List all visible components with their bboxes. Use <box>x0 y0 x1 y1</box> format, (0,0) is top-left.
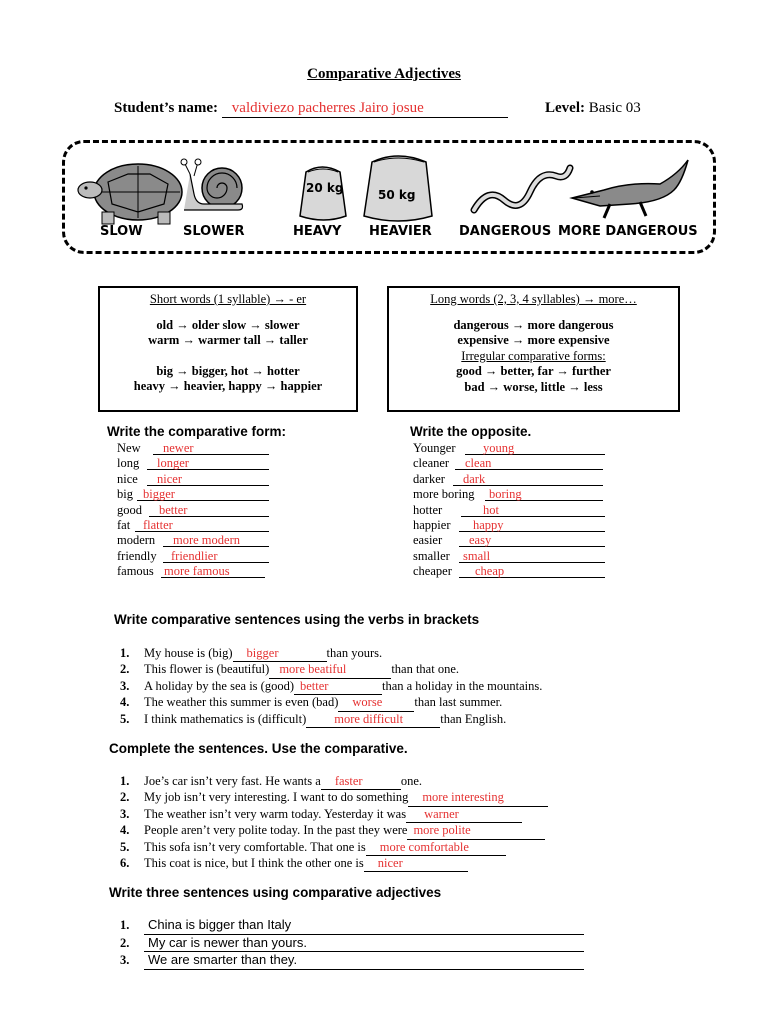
list-item: modern more modern <box>117 533 269 548</box>
long-words-box <box>387 286 680 412</box>
list-item: nice nicer <box>117 472 269 487</box>
long-rule-line: expensive → more expensive <box>457 333 610 347</box>
list-item: 6. This coat is nice, but I think the other one is nicer <box>120 856 548 872</box>
picture-label-dangerous: DANGEROUS <box>459 224 552 239</box>
short-words-box <box>98 286 358 412</box>
picture-label-heavy: HEAVY <box>293 224 342 239</box>
short-words-heading: Short words (1 syllable) → - er <box>149 292 307 306</box>
comparative-list <box>117 441 269 580</box>
list-item: 5. I think mathematics is (difficult) more difficult than English. <box>120 712 542 728</box>
level-line <box>545 100 641 117</box>
answer-field[interactable]: longer <box>147 456 269 470</box>
answer-field[interactable]: easy <box>459 533 605 547</box>
picture-label-slow: SLOW <box>100 224 143 239</box>
turtle-icon <box>78 164 182 224</box>
list-item: 1. Joe’s car isn’t very fast. He wants a faster one. <box>120 774 548 790</box>
student-name-label: Student’s name <box>114 100 214 116</box>
answer-field[interactable]: better <box>149 503 269 517</box>
list-item: long longer <box>117 456 269 471</box>
answer-field[interactable]: more famous <box>161 564 265 578</box>
answer-field[interactable]: small <box>459 549 605 563</box>
list-item: big bigger <box>117 487 269 502</box>
short-rule-line: big → bigger, hot → hotter <box>156 363 300 378</box>
crocodile-icon <box>572 160 688 218</box>
long-rule-line: dangerous → more dangerous <box>453 317 614 332</box>
answer-field[interactable]: more interesting <box>408 790 548 806</box>
list-item: easier easy <box>413 533 605 548</box>
list-item: fat flatter <box>117 518 269 533</box>
answer-field[interactable]: clean <box>455 456 603 470</box>
level-value: Basic 03 <box>588 100 641 116</box>
answer-field[interactable]: more beatiful <box>269 662 391 678</box>
picture-strip-illustrations <box>70 148 706 226</box>
sentence-field[interactable]: We are smarter than they. <box>144 952 584 970</box>
student-name-value[interactable]: valdiviezo pacherres Jairo josue <box>222 100 508 118</box>
small-bag-label: 20 kg <box>306 181 344 195</box>
list-item: cheaper cheap <box>413 564 605 579</box>
answer-field[interactable]: nicer <box>147 472 269 486</box>
complete-list <box>120 774 548 872</box>
list-item: 5. This sofa isn’t very comfortable. That one is more comfortable <box>120 840 548 856</box>
snail-icon <box>181 159 243 210</box>
irregular-heading: Irregular comparative forms: <box>461 348 606 363</box>
picture-label-heavier: HEAVIER <box>369 224 432 239</box>
level-label: Level: <box>545 100 585 116</box>
snake-icon <box>474 168 570 210</box>
answer-field[interactable]: more comfortable <box>366 840 506 856</box>
answer-field[interactable]: bigger <box>137 487 269 501</box>
list-item: Younger young <box>413 441 605 456</box>
list-item: 2. This flower is (beautiful) more beatiful than that one. <box>120 662 542 678</box>
short-rule-line: old → older slow → slower <box>156 317 300 332</box>
list-item: smaller small <box>413 549 605 564</box>
answer-field[interactable]: bigger <box>233 646 327 662</box>
answer-field[interactable]: hot <box>461 503 605 517</box>
answer-field[interactable]: cheap <box>459 564 605 578</box>
answer-field[interactable]: more difficult <box>306 712 440 728</box>
complete-heading: Complete the sentences. Use the comparative. <box>109 741 408 756</box>
answer-field[interactable]: worse <box>338 695 414 711</box>
brackets-list <box>120 646 542 728</box>
short-rule-line: warm → warmer tall → taller <box>148 333 308 347</box>
irregular-line: bad → worse, little → less <box>464 379 603 394</box>
list-item: darker dark <box>413 472 605 487</box>
big-bag-label: 50 kg <box>378 188 416 202</box>
list-item: hotter hot <box>413 503 605 518</box>
three-sentences-heading: Write three sentences using comparative adjectives <box>109 885 442 900</box>
answer-field[interactable]: flatter <box>135 518 269 532</box>
list-item: 1. My house is (big) bigger than yours. <box>120 646 542 662</box>
answer-field[interactable]: boring <box>485 487 603 501</box>
page-title: Comparative Adjectives <box>307 66 461 82</box>
answer-field[interactable]: young <box>465 441 605 455</box>
picture-label-slower: SLOWER <box>183 224 245 239</box>
answer-field[interactable]: friendlier <box>163 549 269 563</box>
list-item: cleaner clean <box>413 456 605 471</box>
list-item: famous more famous <box>117 564 269 579</box>
answer-field[interactable]: happy <box>459 518 605 532</box>
sentence-field[interactable]: My car is newer than yours. <box>144 935 584 953</box>
answer-field[interactable]: more modern <box>163 533 269 547</box>
opposite-heading: Write the opposite. <box>410 424 532 439</box>
long-words-heading: Long words (2, 3, 4 syllables) → more… <box>430 292 637 306</box>
answer-field[interactable]: newer <box>153 441 269 455</box>
sentence-field[interactable]: China is bigger than Italy <box>144 917 584 935</box>
list-item: 3. A holiday by the sea is (good) better than a holiday in the mountains. <box>120 679 542 695</box>
list-item: 1. China is bigger than Italy <box>120 917 584 935</box>
student-name-line: Student’s name: valdiviezo pacherres Jairo josue <box>114 100 508 118</box>
list-item: 3. The weather isn’t very warm today. Yesterday it was warner <box>120 807 548 823</box>
three-sentences-list <box>120 917 584 970</box>
brackets-heading: Write comparative sentences using the verbs in brackets <box>114 612 480 627</box>
answer-field[interactable]: nicer <box>364 856 468 872</box>
list-item: 2. My car is newer than yours. <box>120 935 584 953</box>
opposite-list <box>413 441 605 580</box>
list-item: New newer <box>117 441 269 456</box>
irregular-line: good → better, far → further <box>456 364 611 378</box>
list-item: happier happy <box>413 518 605 533</box>
short-rule-line: heavy → heavier, happy → happier <box>133 379 323 393</box>
list-item: 4. People aren’t very polite today. In the past they were more polite <box>120 823 548 839</box>
list-item: 3. We are smarter than they. <box>120 952 584 970</box>
answer-field[interactable]: better <box>294 679 382 695</box>
answer-field[interactable]: faster <box>321 774 401 790</box>
answer-field[interactable]: warner <box>406 807 522 823</box>
list-item: good better <box>117 503 269 518</box>
answer-field[interactable]: dark <box>453 472 603 486</box>
list-item: more boring boring <box>413 487 605 502</box>
list-item: 4. The weather this summer is even (bad) worse than last summer. <box>120 695 542 711</box>
comparative-heading: Write the comparative form: <box>107 424 287 439</box>
list-item: 2. My job isn’t very interesting. I want to do something more interesting <box>120 790 548 806</box>
list-item: friendly friendlier <box>117 549 269 564</box>
picture-label-more-dangerous: MORE DANGEROUS <box>558 224 698 239</box>
answer-field[interactable]: more polite <box>407 823 545 839</box>
